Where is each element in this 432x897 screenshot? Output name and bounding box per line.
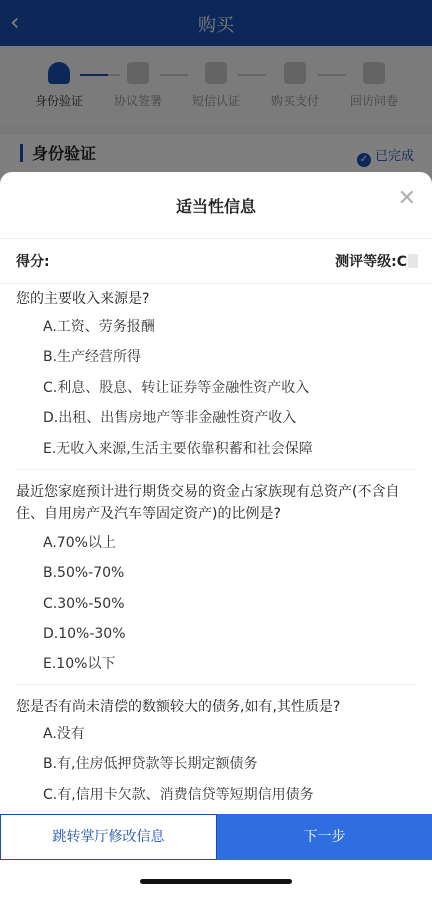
question-text: 您是否有尚未清偿的数额较大的债务,如有,其性质是? — [16, 699, 341, 715]
divider — [16, 469, 416, 470]
option-item[interactable]: D.10%-30% — [43, 626, 126, 642]
option-item[interactable]: B.50%-70% — [43, 565, 125, 581]
action-bar — [0, 814, 432, 860]
next-step-button[interactable]: 下一步 — [217, 814, 432, 860]
sheet-title: 适当性信息 — [175, 197, 256, 216]
option-item[interactable]: B.有,住房低押贷款等长期定额债务 — [43, 756, 258, 772]
home-indicator — [140, 879, 292, 884]
option-item[interactable]: C.有,信用卡欠款、消费信贷等短期信用债务 — [43, 787, 314, 803]
suitability-sheet — [0, 172, 432, 897]
option-item[interactable]: E.10%以下 — [43, 656, 116, 672]
divider — [16, 684, 416, 685]
score-bar — [0, 238, 432, 284]
option-item[interactable]: C.30%-50% — [43, 596, 125, 612]
redaction — [408, 254, 418, 268]
question-text: 最近您家庭预计进行期货交易的资金占家族现有总资产(不含自住、自用房产及汽车等固定资产)的比例是? — [16, 484, 400, 522]
close-icon[interactable]: ✕ — [397, 186, 416, 211]
edit-info-button[interactable]: 跳转掌厅修改信息 — [0, 814, 217, 860]
option-item[interactable]: C.利息、股息、转让证券等金融性资产收入 — [43, 380, 310, 396]
question-text: 您的主要收入来源是? — [16, 291, 150, 307]
option-item[interactable]: D.出租、出售房地产等非金融性资产收入 — [43, 410, 297, 426]
option-item[interactable]: A.没有 — [43, 726, 85, 742]
option-item[interactable]: E.无收入来源,生活主要依靠积蓄和社会保障 — [43, 441, 313, 457]
score-label: 得分: — [16, 254, 50, 270]
risk-level: 测评等级:C — [335, 251, 418, 271]
option-item[interactable]: A.70%以上 — [43, 535, 116, 551]
option-item[interactable]: A.工资、劳务报酬 — [43, 319, 155, 335]
option-item[interactable]: B.生产经营所得 — [43, 349, 142, 365]
